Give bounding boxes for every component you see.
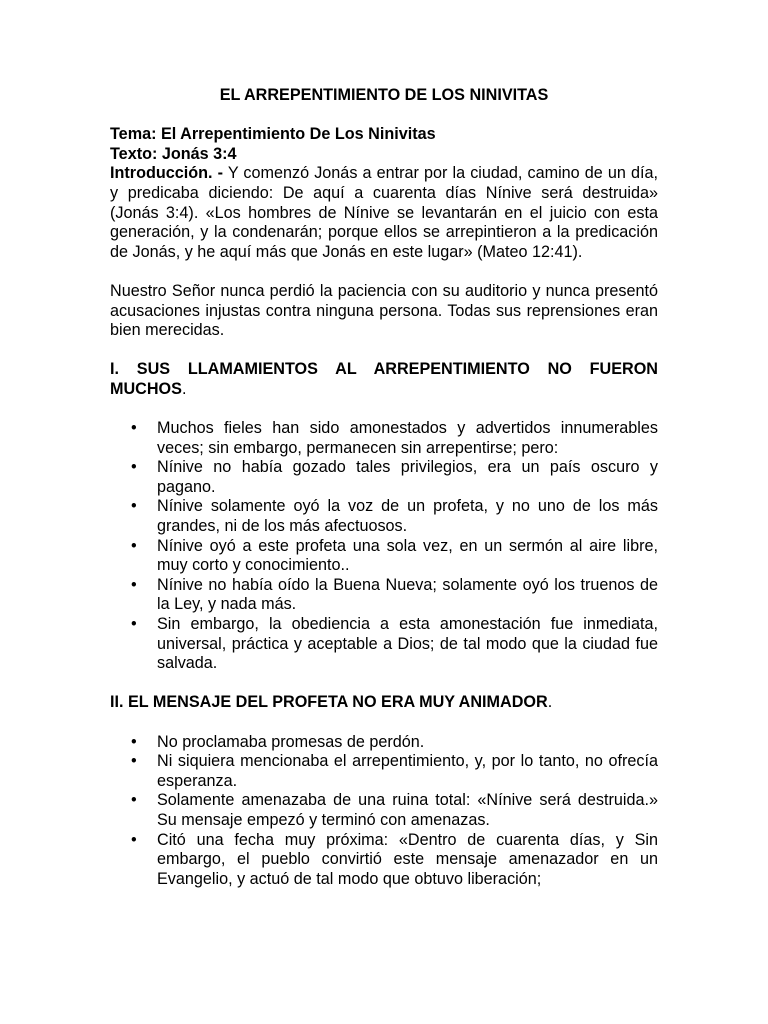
texto-line: Texto: Jonás 3:4 bbox=[110, 144, 237, 163]
list-item-text: Ni siquiera mencionaba el arrepentimiento, y, por lo tanto, no ofrecía esperanza. bbox=[157, 752, 658, 790]
list-item-text: Muchos fieles han sido amonestados y advertidos innumerables veces; sin embargo, permanecen sin arrepentirse; pero: bbox=[157, 419, 658, 457]
list-item-text: Nínive oyó a este profeta una sola vez, en un sermón al aire libre, muy corto y conocimiento.. bbox=[157, 536, 658, 575]
list-item bbox=[110, 831, 658, 890]
section-1-heading-end: . bbox=[181, 379, 187, 398]
list-item-text: Nínive no había gozado tales privilegios, era un país oscuro y pagano. bbox=[157, 458, 658, 496]
bullet-icon: • bbox=[131, 830, 137, 849]
bullet-icon: • bbox=[131, 497, 137, 516]
list-item bbox=[110, 733, 658, 753]
document-title: EL ARREPENTIMIENTO DE LOS NINIVITAS bbox=[219, 86, 549, 104]
bullet-icon: • bbox=[131, 458, 137, 477]
list-item-text: Sin embargo, la obediencia a esta amonestación fue inmediata, universal, práctica y aceptable a Dios; de tal modo que la ciudad fue salvada. bbox=[157, 615, 658, 673]
bullet-icon: • bbox=[131, 419, 137, 438]
bullet-icon: • bbox=[131, 615, 137, 634]
bullet-icon: • bbox=[131, 791, 137, 810]
section-1-heading bbox=[110, 360, 658, 399]
list-item bbox=[110, 752, 658, 791]
spacer bbox=[110, 713, 658, 733]
list-item-text: Citó una fecha muy próxima: «Dentro de cuarenta días, y Sin embargo, el pueblo convirtió este mensaje amenazador en un Evangelio, y actuó de tal modo que obtuvo liberación; bbox=[157, 830, 658, 888]
list-item bbox=[110, 458, 658, 497]
list-item bbox=[110, 497, 658, 536]
intro-label: Introducción. - bbox=[110, 164, 224, 183]
list-item bbox=[110, 576, 658, 615]
bullet-icon: • bbox=[131, 575, 137, 594]
intro-paragraph bbox=[110, 164, 658, 262]
paragraph-2: Nuestro Señor nunca perdió la paciencia con su auditorio y nunca presentó acusaciones injustas contra ninguna persona. Todas sus reprensiones eran bien merecidas. bbox=[110, 281, 658, 340]
list-item bbox=[110, 537, 658, 576]
spacer bbox=[110, 341, 658, 361]
list-item-text: Solamente amenazaba de una ruina total: «Nínive será destruida.» Su mensaje empezó y terminó con amenazas. bbox=[157, 791, 658, 829]
intro-text: Y comenzó Jonás a entrar por la ciudad, camino de un día, y predicaba diciendo: De aquí a cuarenta días Nínive será destruida» (Jonás 3:4). «Los hombres de Nínive se levantarán en el juicio con esta generación, y la condenarán; porque ellos se arrepintieron a la predicación de Jonás, y he aquí más que Jonás en este lugar» (Mateo 12:41). bbox=[110, 164, 658, 261]
section-2-list bbox=[110, 733, 658, 890]
section-2-heading bbox=[110, 693, 658, 713]
list-item-text: Nínive no había oído la Buena Nueva; solamente oyó los truenos de la Ley, y nada más. bbox=[157, 575, 658, 614]
list-item-text: Nínive solamente oyó la voz de un profeta, y no uno de los más grandes, ni de los más afectuosos. bbox=[157, 497, 658, 536]
spacer bbox=[110, 262, 658, 282]
bullet-icon: • bbox=[131, 536, 137, 555]
list-item-text: No proclamaba promesas de perdón. bbox=[157, 732, 425, 751]
section-1-heading-text: I. SUS LLAMAMIENTOS AL ARREPENTIMIENTO NO FUERON MUCHOS bbox=[110, 360, 658, 398]
tema-line: Tema: El Arrepentimiento De Los Ninivitas bbox=[110, 125, 436, 144]
bullet-icon: • bbox=[131, 752, 137, 771]
list-item bbox=[110, 419, 658, 458]
section-1-list bbox=[110, 419, 658, 674]
spacer bbox=[110, 674, 658, 694]
bullet-icon: • bbox=[131, 732, 137, 751]
document-page bbox=[110, 86, 658, 889]
spacer bbox=[110, 400, 658, 420]
section-2-heading-end: . bbox=[547, 693, 553, 712]
list-item bbox=[110, 791, 658, 830]
section-2-heading-text: II. EL MENSAJE DEL PROFETA NO ERA MUY ANIMADOR bbox=[110, 693, 548, 712]
list-item bbox=[110, 615, 658, 674]
